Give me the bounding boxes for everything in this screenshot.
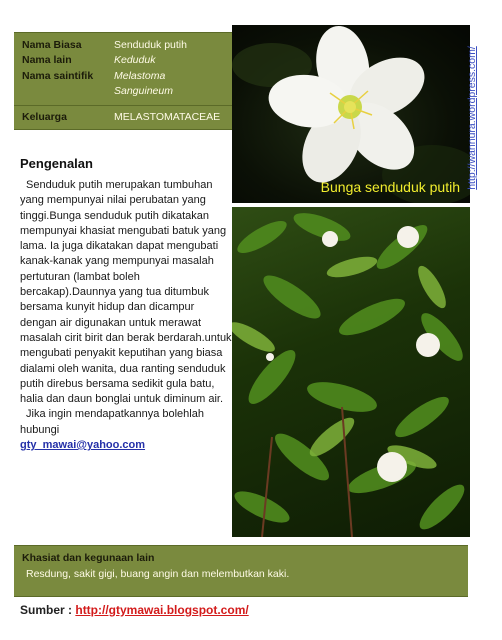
info-key: Nama Biasa [22,39,82,51]
khasiat-title: Khasiat dan kegunaan lain [22,552,155,564]
info-value: Keduduk [114,54,156,66]
plant-photo [232,207,470,537]
side-url-link[interactable] [452,28,492,208]
intro-paragraph-1: Senduduk putih merupakan tumbuhan yang mempunyai nilai perubatan yang tinggi.Bunga senduduk putih dikatakan mempunyai khasiat mengubati batuk yang lama. Ia juga dikatakan dapat mengubati kanak-kanak yang mempunyai masalah pertuturan (lambat boleh bercakap).Daunnya yang tua ditumbuk bersama kunyit hidup dan dicampur dengan air digunakan untuk merawat masalah cirit birit dan berak berdarah.untuk mengubati penyakit keputihan yang biasa dialami oleh wanita, dua ranting senduduk putih direbus bersama sedikit gula batu, halia dan daun bonglai untuk diminum air. [20,179,232,406]
info-table [14,32,233,130]
source-label: Sumber : [20,603,73,617]
side-url-text[interactable]: http://wannura.wordpress.com/ [466,46,478,190]
info-value: Senduduk putih [114,39,187,51]
intro-body [20,178,232,453]
info-key: Nama lain [22,54,72,66]
source-line [20,603,249,617]
info-key: Keluarga [22,111,67,123]
info-key: Nama saintifik [22,70,94,82]
contact-email-link[interactable]: gty_mawai@yahoo.com [20,439,146,452]
intro-paragraph-2: Jika ingin mendapatkannya bolehlah hubungi [20,408,204,436]
flower-photo [232,25,470,203]
khasiat-box [14,545,468,597]
flower-caption: Bunga senduduk putih [320,179,460,195]
info-divider [14,105,233,106]
khasiat-text: Resdung, sakit gigi, buang angin dan melembutkan kaki. [26,568,290,580]
intro-heading: Pengenalan [20,156,93,171]
info-value-line2: Sanguineum [114,85,173,97]
flower-illustration [232,25,470,203]
info-value: MELASTOMATACEAE [114,111,221,123]
info-value: Melastoma [114,70,166,82]
plant-illustration [232,207,470,537]
source-url-link[interactable]: http://gtymawai.blogspot.com/ [75,603,249,617]
